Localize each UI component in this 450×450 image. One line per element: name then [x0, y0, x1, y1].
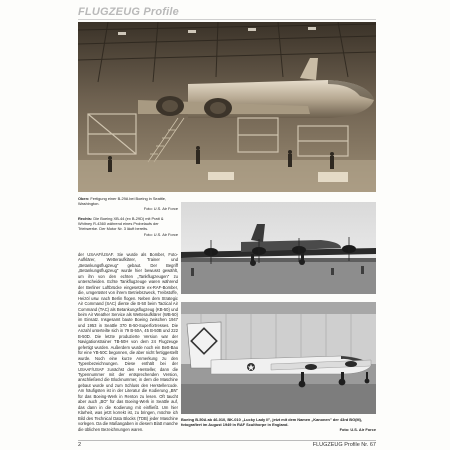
photo-credit: Foto: U.S. Air Force	[339, 427, 376, 433]
body-paragraph: der USAAF/USAF. Sie wurde als Bomber, Foto-Aufklärer, Wetteraufklärer, Trainer und „Betankungsflugzeug" gebaut. Der Begriff „Betankungsflugzeug" wurde hier bewusst gewählt, um ihn von den echten „Tankflugzeugen" zu unterscheiden. Echte Tankflugzeuge waren während der Berliner Luftbrücke eingesetzte ex-RAF-Bomber, die, umgerüstet von ihrem Betriebszweck, Treibstoffe, Heizöl usw. nach Berlin flogen. Neben dem Strategic Air Command (SAC) diente die B-50 beim Tactical Air Command (TAC) als Betankungsflugzeug (KB-50) und beim Air Weather Service als Wetteraufklärer (WB-50) im Einsatz. Insgesamt baute Boeing zwischen 1947 und 1953 in Seattle 370 B-50-Superfortresses. Die Anzahl unterteilte sich in 79 B-50A, 45 B-50B und 222 B-50D. Die letzte produzierte Version war der Navigationstrainer TB-50H von dem 24 Flugzeuge gefertigt wurden. Außerdem wurde noch ein Bett-Bau für eine YB-50C begonnen, die aber nicht fertiggestellt wurde. Noch eine kurze Anmerkung zu den Typenbezeichnungen. Diese enthält bei der USAAF/USAF zunächst den Hersteller, dann die Typennummer mit der entsprechenden Version, anschließend die Blocknummer, in dem die Maschine gebaut wurde und zum Schluss den Herstellercode. Am häufigsten ist in der Literatur die Kodierung „BN" für das Boeing-Werk in Renton zu lesen. Oft taucht aber auch „BO" für das Boeing-Werk in Seattle auf, das dann in die Kodierung mit einfließt. Um hier Klarheit, was jetzt korrekt ist, zu bringen, möchte ich Bild des Technical Data Blocks (TDB) jeder Maschine vorlegen. Da die Maßangaben in diesem Blatt manche die üblichen Bezeichnungen waren.	[78, 252, 178, 432]
photo-credit: Foto: U.S. Air Force	[143, 206, 178, 212]
caption-top-photo	[78, 196, 178, 212]
caption-bottom-photo	[181, 417, 376, 433]
caption-text: Boeing B-50A ab 46-010, BK-010 „Lucky Lady II", jetzt mit dem Namen „Kanonen" der 43rd BG(M), fotografiert im August 1949 in RAF Sculthorpe in England.	[181, 417, 363, 428]
footer-title: FLUGZEUG Profile Nr. 67	[312, 442, 376, 448]
b50-tarmac-photo	[181, 302, 376, 414]
photo-credit: Foto: U.S. Air Force	[143, 231, 178, 237]
caption-lead: Oben:	[78, 196, 90, 201]
header-rule	[78, 19, 376, 20]
engine-runup-photo	[181, 202, 376, 294]
brand-header: FLUGZEUG Profile	[78, 6, 179, 18]
engine-runup-illustration	[181, 202, 376, 294]
factory-assembly-illustration	[78, 22, 376, 192]
b50-tarmac-illustration	[181, 302, 376, 414]
caption-right-photo	[78, 216, 178, 237]
caption-text: Fertigung einer B-29A bei Boeing in Seattle, Washington.	[78, 196, 167, 207]
article-body	[78, 252, 178, 440]
page-number: 2	[78, 442, 82, 448]
caption-text: Die Boeing XB-44 (ex B-29D) mit Pratt & Whitney R-4360 während eines Probelaufs der Triebwerke. Der Motor Nr. 3 läuft bereits.	[78, 216, 164, 232]
footer-rule	[78, 440, 376, 441]
caption-lead: Rechts:	[78, 216, 93, 221]
factory-assembly-photo	[78, 22, 376, 192]
